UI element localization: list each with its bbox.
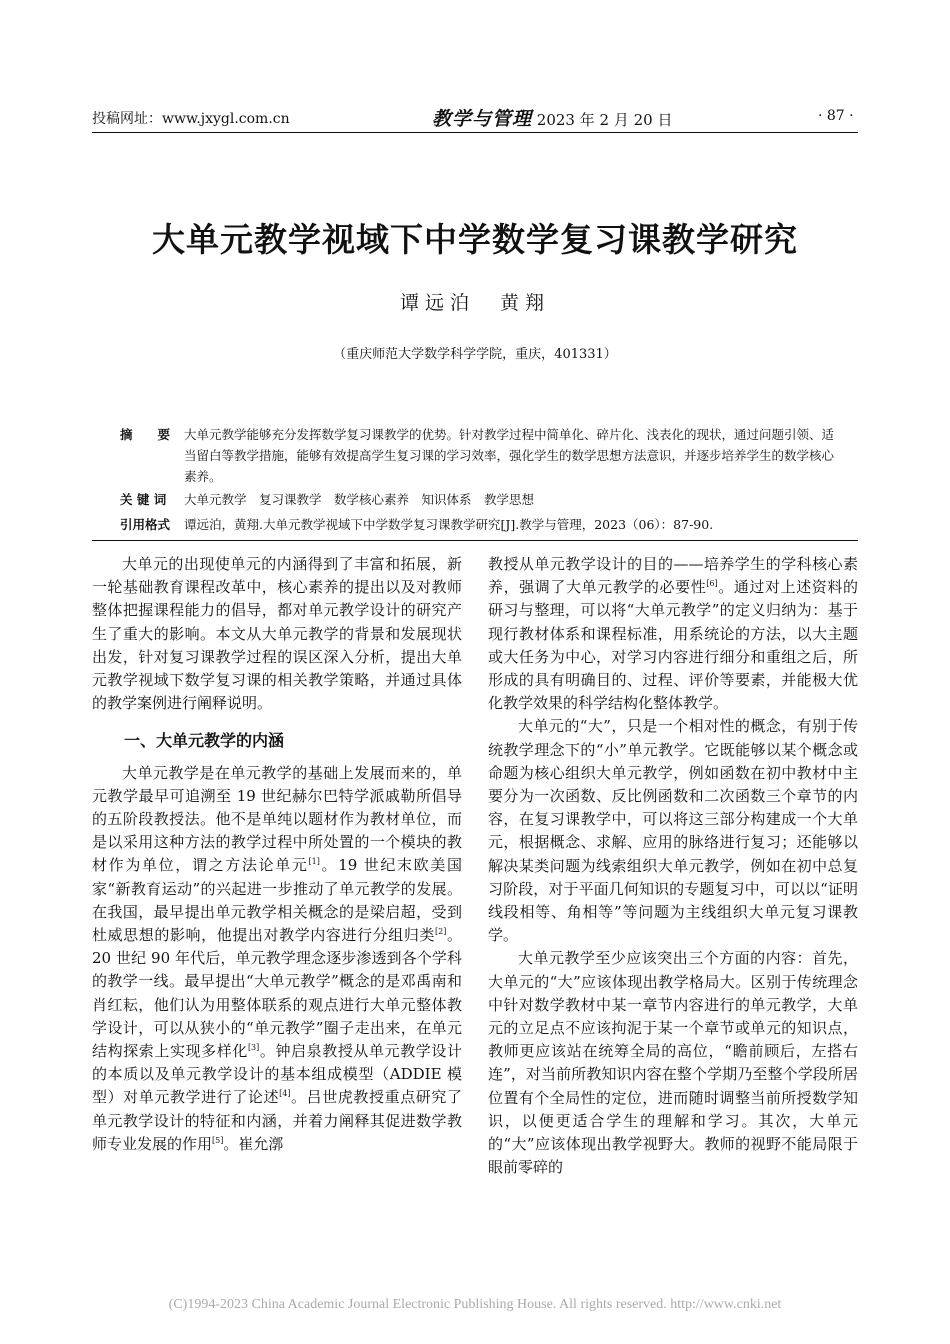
keywords-label: 关 键 词 bbox=[120, 492, 167, 507]
continued-paragraph bbox=[488, 553, 858, 715]
citation-block bbox=[120, 514, 840, 535]
citation-ref-4: [4] bbox=[279, 1089, 291, 1099]
paragraph-big-concept: 大单元的“大”，只是一个相对性的概念，有别于传统教学理念下的“小”单元教学。它既能够以某个概念或命题为核心组织大单元教学，例如函数在初中教材中主要分为一次函数、反比例函数和二次函数三个章节的内容，在复习课教学中，可以将这三部分构建成一个大单元，根据概念、求解、应用的脉络进行复习；还能够以解决某类问题为线索组织大单元教学，例如在初中总复习阶段，对于平面几何知识的专题复习中，可以以“证明线段相等、角相等”等问题为主线组织大单元复习课教学。 bbox=[488, 717, 858, 945]
intro-paragraph: 大单元的出现使单元的内涵得到了丰富和拓展，新一轮基础教育课程改革中，核心素养的提出以及对教师整体把握课程能力的倡导，都对单元教学设计的研究产生了重大的影响。本文从大单元教学的背景和发展现状出发，针对复习课教学过程的误区深入分析，提出大单元教学视域下数学复习课的相关教学策略，并通过具体的教学案例进行阐释说明。 bbox=[92, 555, 462, 713]
abstract-label: 摘 要 bbox=[120, 427, 171, 442]
meta-divider bbox=[92, 540, 858, 541]
citation-label: 引用格式 bbox=[120, 517, 171, 532]
body-column-right bbox=[488, 553, 858, 1179]
page-number: · 87 · bbox=[818, 108, 854, 124]
keywords-block bbox=[120, 489, 840, 510]
section-heading-1: 一、大单元教学的内涵 bbox=[124, 731, 285, 751]
text-run: 。钟启泉教授从单元教学设计的本质以及单元教学设计的基本组成模型（ADDIE 模型）对单元教学进行了论述 bbox=[92, 1042, 462, 1107]
journal-name: 教学与管理 bbox=[432, 108, 533, 130]
article-authors: 谭远泊 黄翔 bbox=[399, 292, 550, 314]
header-website: 投稿网址：www.jxygl.com.cn bbox=[92, 111, 290, 127]
copyright-footer: (C)1994-2023 China Academic Journal Electronic Publishing House. All rights reserved. http://www.cnki.net bbox=[168, 1297, 782, 1312]
text-run: 。19 世纪末欧美国家“新教育运动”的兴起进一步推动了单元教学的发展。在我国，最早提出单元教学相关概念的是梁启超，受到杜威思想的影响，他提出对教学内容进行分组归类 bbox=[92, 856, 462, 945]
text-run: 。崔允漷 bbox=[223, 1134, 284, 1153]
text-run: 。20 世纪 90 年代后，单元教学理念逐步渗透到各个学科的教学一线。最早提出“大单元教学”概念的是邓禹南和肖红耘，他们认为用整体联系的观点进行大单元整体教学设计，可以从狭小的“单元教学”圈子走出来，在单元结构探索上实现多样化 bbox=[92, 926, 462, 1061]
author-affiliation: （重庆师范大学数学科学学院，重庆，401331） bbox=[333, 347, 617, 362]
text-run: 。通过对上述资料的研习与整理，可以将“大单元教学”的定义归纳为：基于现行教材体系和课程标准，用系统论的方法，以大主题或大任务为中心，对学习内容进行细分和重组之后，所形成的具有明确目的、过程、评价等要素，并能极大优化教学效果的科学结构化整体教学。 bbox=[488, 578, 858, 713]
section-1-paragraph bbox=[92, 762, 462, 1156]
citation-text: 谭远泊，黄翔.大单元教学视域下中学数学复习课教学研究[J].教学与管理，2023（06）：87-90. bbox=[184, 517, 714, 532]
issue-date: 2023 年 2 月 20 日 bbox=[536, 111, 673, 129]
citation-ref-2: [2] bbox=[435, 927, 447, 937]
citation-ref-6: [6] bbox=[706, 579, 718, 589]
abstract-block bbox=[120, 424, 840, 487]
paragraph-three-aspects: 大单元教学至少应该突出三个方面的内容：首先，大单元的“大”应该体现出教学格局大。区别于传统理念中针对数学教材中某一章节内容进行的单元教学，大单元的立足点不应该拘泥于某一个章节或单元的知识点，教师更应该站在统筹全局的高位，“瞻前顾后，左搭右连”，对当前所教知识内容在整个学期乃至整个学段所居位置有个全局性的定位，进而随时调整当前所授数学知识，以便更适合学生的理解和学习。其次，大单元的“大”应该体现出教学视野大。教师的视野不能局限于眼前零碎的 bbox=[488, 949, 858, 1177]
citation-ref-1: [1] bbox=[308, 857, 320, 867]
article-title: 大单元教学视域下中学数学复习课教学研究 bbox=[152, 220, 798, 259]
citation-ref-5: [5] bbox=[212, 1135, 224, 1145]
text-run: 。吕世虎教授重点研究了单元教学设计的特征和内涵，并着力阐释其促进数学教师专业发展的作用 bbox=[92, 1088, 462, 1153]
citation-ref-3: [3] bbox=[247, 1043, 260, 1053]
text-run: 大单元教学是在单元教学的基础上发展而来的，单元教学最早可追溯至 19 世纪赫尔巴特学派戚勒所倡导的五阶段教授法。他不是单纯以题材作为教材单位，而是以采用这种方法的教学过程中所处置的一个模块的教材作为单位，谓之方法论单元 bbox=[92, 763, 462, 875]
header-journal bbox=[432, 104, 672, 131]
header-divider bbox=[92, 132, 858, 133]
text-run: 教授从单元教学设计的目的——培养学生的学科核心素养，强调了大单元教学的必要性 bbox=[488, 555, 858, 597]
abstract-text: 大单元教学能够充分发挥数学复习课教学的优势。针对教学过程中简单化、碎片化、浅表化的现状，通过问题引领、适当留白等教学措施，能够有效提高学生复习课的学习效率，强化学生的数学思想方法意识，并逐步培养学生的数学核心素养。 bbox=[184, 427, 835, 484]
body-column-left bbox=[92, 553, 462, 1156]
keywords-text: 大单元教学 复习课教学 数学核心素养 知识体系 教学思想 bbox=[184, 492, 535, 507]
